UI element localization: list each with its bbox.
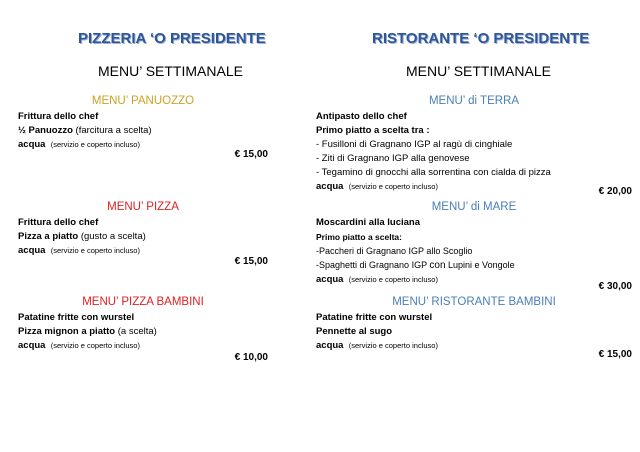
menu-item: Pizza a piatto (gusto a scelta)	[18, 231, 146, 242]
pizzeria-title: PIZZERIA ‘O PRESIDENTE	[78, 30, 266, 47]
menu-item: Pizza mignon a piatto (a scelta)	[18, 326, 157, 337]
menu-panuozzo	[18, 95, 268, 175]
menu-pizza-title: MENU’ PIZZA	[107, 201, 179, 213]
menu-terra	[316, 95, 632, 200]
menu-item: ½ Panuozzo (farcitura a scelta)	[18, 125, 152, 136]
menu-item: - Ziti di Gragnano IGP alla genovese	[316, 153, 470, 164]
menu-item: -Paccheri di Gragnano IGP allo Scoglio	[316, 246, 473, 256]
ristorante-subtitle: MENU’ SETTIMANALE	[406, 63, 551, 79]
menu-item: Frittura dello chef	[18, 217, 99, 228]
menu-terra-title: MENU’ di TERRA	[428, 95, 520, 107]
menu-item: Pennette al sugo	[316, 326, 393, 337]
price: € 15,00	[234, 256, 268, 267]
price: € 30,00	[598, 281, 632, 292]
menu-item: acqua (servizio e coperto incluso)	[316, 340, 438, 351]
menu-ristorante-bambini	[316, 296, 632, 366]
menu-item: Patatine fritte con wurstel	[316, 312, 433, 323]
menu-item: Patatine fritte con wurstel	[18, 312, 135, 323]
menu-item: acqua (servizio e coperto incluso)	[316, 274, 438, 285]
price: € 15,00	[598, 349, 632, 360]
price: € 10,00	[234, 352, 268, 363]
menu-item: acqua (servizio e coperto incluso)	[18, 340, 140, 351]
menu-panuozzo-title: MENU’ PANUOZZO	[91, 95, 195, 107]
menu-pizza-bambini-title: MENU’ PIZZA BAMBINI	[82, 296, 204, 308]
menu-item: Antipasto dello chef	[316, 111, 407, 122]
menu-item: - Fusilloni di Gragnano IGP al ragù di cinghiale	[316, 139, 513, 150]
ristorante-title: RISTORANTE ‘O PRESIDENTE	[372, 30, 590, 47]
menu-item: Frittura dello chef	[18, 111, 99, 122]
menu-pizza-bambini	[18, 296, 268, 376]
menu-pizza	[18, 201, 268, 281]
menu-item: Moscardini alla luciana	[316, 217, 421, 228]
menu-mare-title: MENU’ di MARE	[431, 201, 517, 213]
menu-item: acqua (servizio e coperto incluso)	[316, 181, 438, 192]
menu-item: acqua (servizio e coperto incluso)	[18, 245, 140, 256]
menu-item: Primo piatto a scelta:	[316, 232, 402, 242]
menu-item: - Tegamino di gnocchi alla sorrentina con cialda di pizza	[316, 167, 551, 178]
pizzeria-subtitle: MENU’ SETTIMANALE	[98, 63, 243, 79]
menu-item: acqua (servizio e coperto incluso)	[18, 139, 140, 150]
price: € 20,00	[598, 186, 632, 197]
menu-item: -Spaghetti di Gragnano IGP con Lupini e Vongole	[316, 260, 515, 271]
menu-ristorante-bambini-title: MENU’ RISTORANTE BAMBINI	[392, 296, 556, 308]
price: € 15,00	[234, 149, 268, 160]
menu-item: Primo piatto a scelta tra :	[316, 125, 430, 136]
menu-mare	[316, 201, 632, 296]
